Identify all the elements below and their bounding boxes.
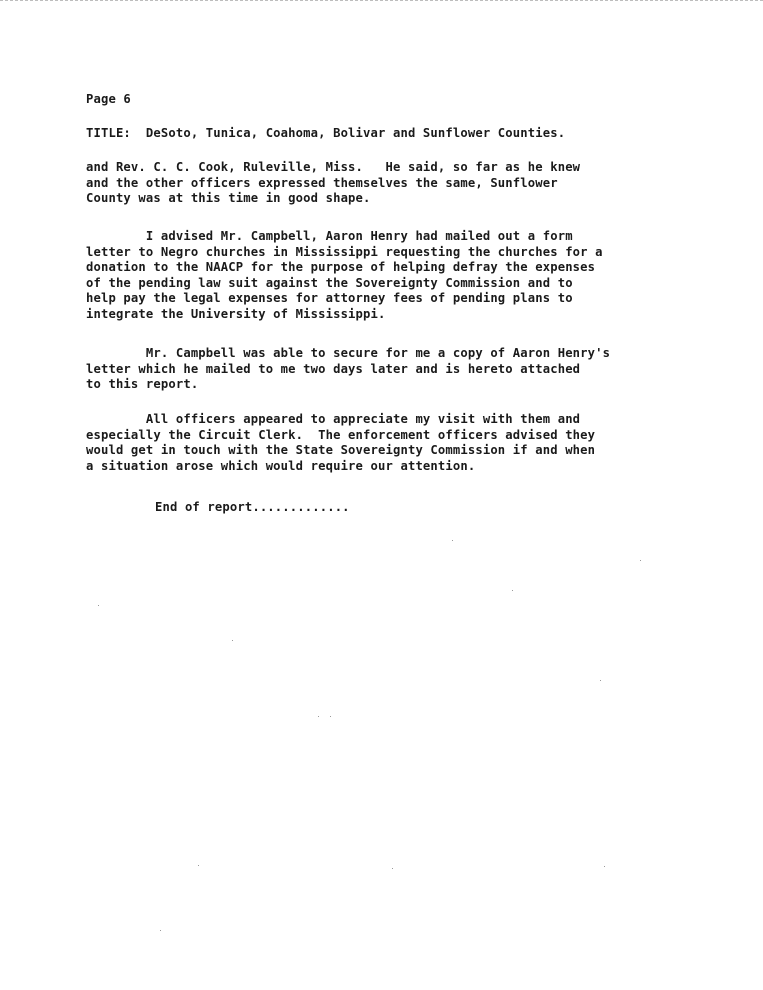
text-line: and Rev. C. C. Cook, Ruleville, Miss. He said, so far as he knew <box>86 160 581 174</box>
text-line: especially the Circuit Clerk. The enforcement officers advised they <box>86 427 596 442</box>
scan-speck <box>198 865 199 866</box>
scan-speck <box>330 716 331 717</box>
text-line: letter to Negro churches in Mississippi requesting the churches for a <box>86 244 603 259</box>
text-line: letter which he mailed to me two days later and is hereto attached <box>86 361 581 376</box>
paragraph <box>86 160 706 207</box>
text-line: help pay the legal expenses for attorney fees of pending plans to <box>86 291 573 305</box>
text-line: would get in touch with the State Sovereignty Commission if and when <box>86 443 596 457</box>
text-line: to this report. <box>86 377 199 391</box>
scan-speck <box>604 866 605 867</box>
scan-speck <box>160 930 161 931</box>
page-number: Page 6 <box>86 92 131 106</box>
end-of-report: End of report............. <box>155 500 350 514</box>
text-line: integrate the University of Mississippi. <box>86 306 386 321</box>
text-line: of the pending law suit against the Sovereignty Commission and to <box>86 275 573 290</box>
scan-speck <box>392 868 393 869</box>
text-line: All officers appeared to appreciate my visit with them and <box>86 412 581 426</box>
text-line: County was at this time in good shape. <box>86 191 371 205</box>
paragraph <box>86 229 706 322</box>
text-line: donation to the NAACP for the purpose of helping defray the expenses <box>86 260 596 274</box>
scan-speck <box>232 640 233 641</box>
scan-speck <box>600 680 601 681</box>
scan-speck <box>452 540 453 541</box>
text-line: a situation arose which would require our attention. <box>86 458 476 473</box>
text-line: and the other officers expressed themselves the same, Sunflower <box>86 175 558 190</box>
scan-speck <box>512 590 513 591</box>
scan-speck <box>318 716 319 717</box>
text-line: I advised Mr. Campbell, Aaron Henry had mailed out a form <box>86 229 573 243</box>
text-line: Mr. Campbell was able to secure for me a copy of Aaron Henry's <box>86 346 611 360</box>
scan-speck <box>640 560 641 561</box>
scan-speck <box>98 605 99 606</box>
paragraph <box>86 412 706 474</box>
paragraph <box>86 346 706 393</box>
report-title: TITLE: DeSoto, Tunica, Coahoma, Bolivar and Sunflower Counties. <box>86 126 566 140</box>
scan-edge-dashes <box>0 0 763 4</box>
